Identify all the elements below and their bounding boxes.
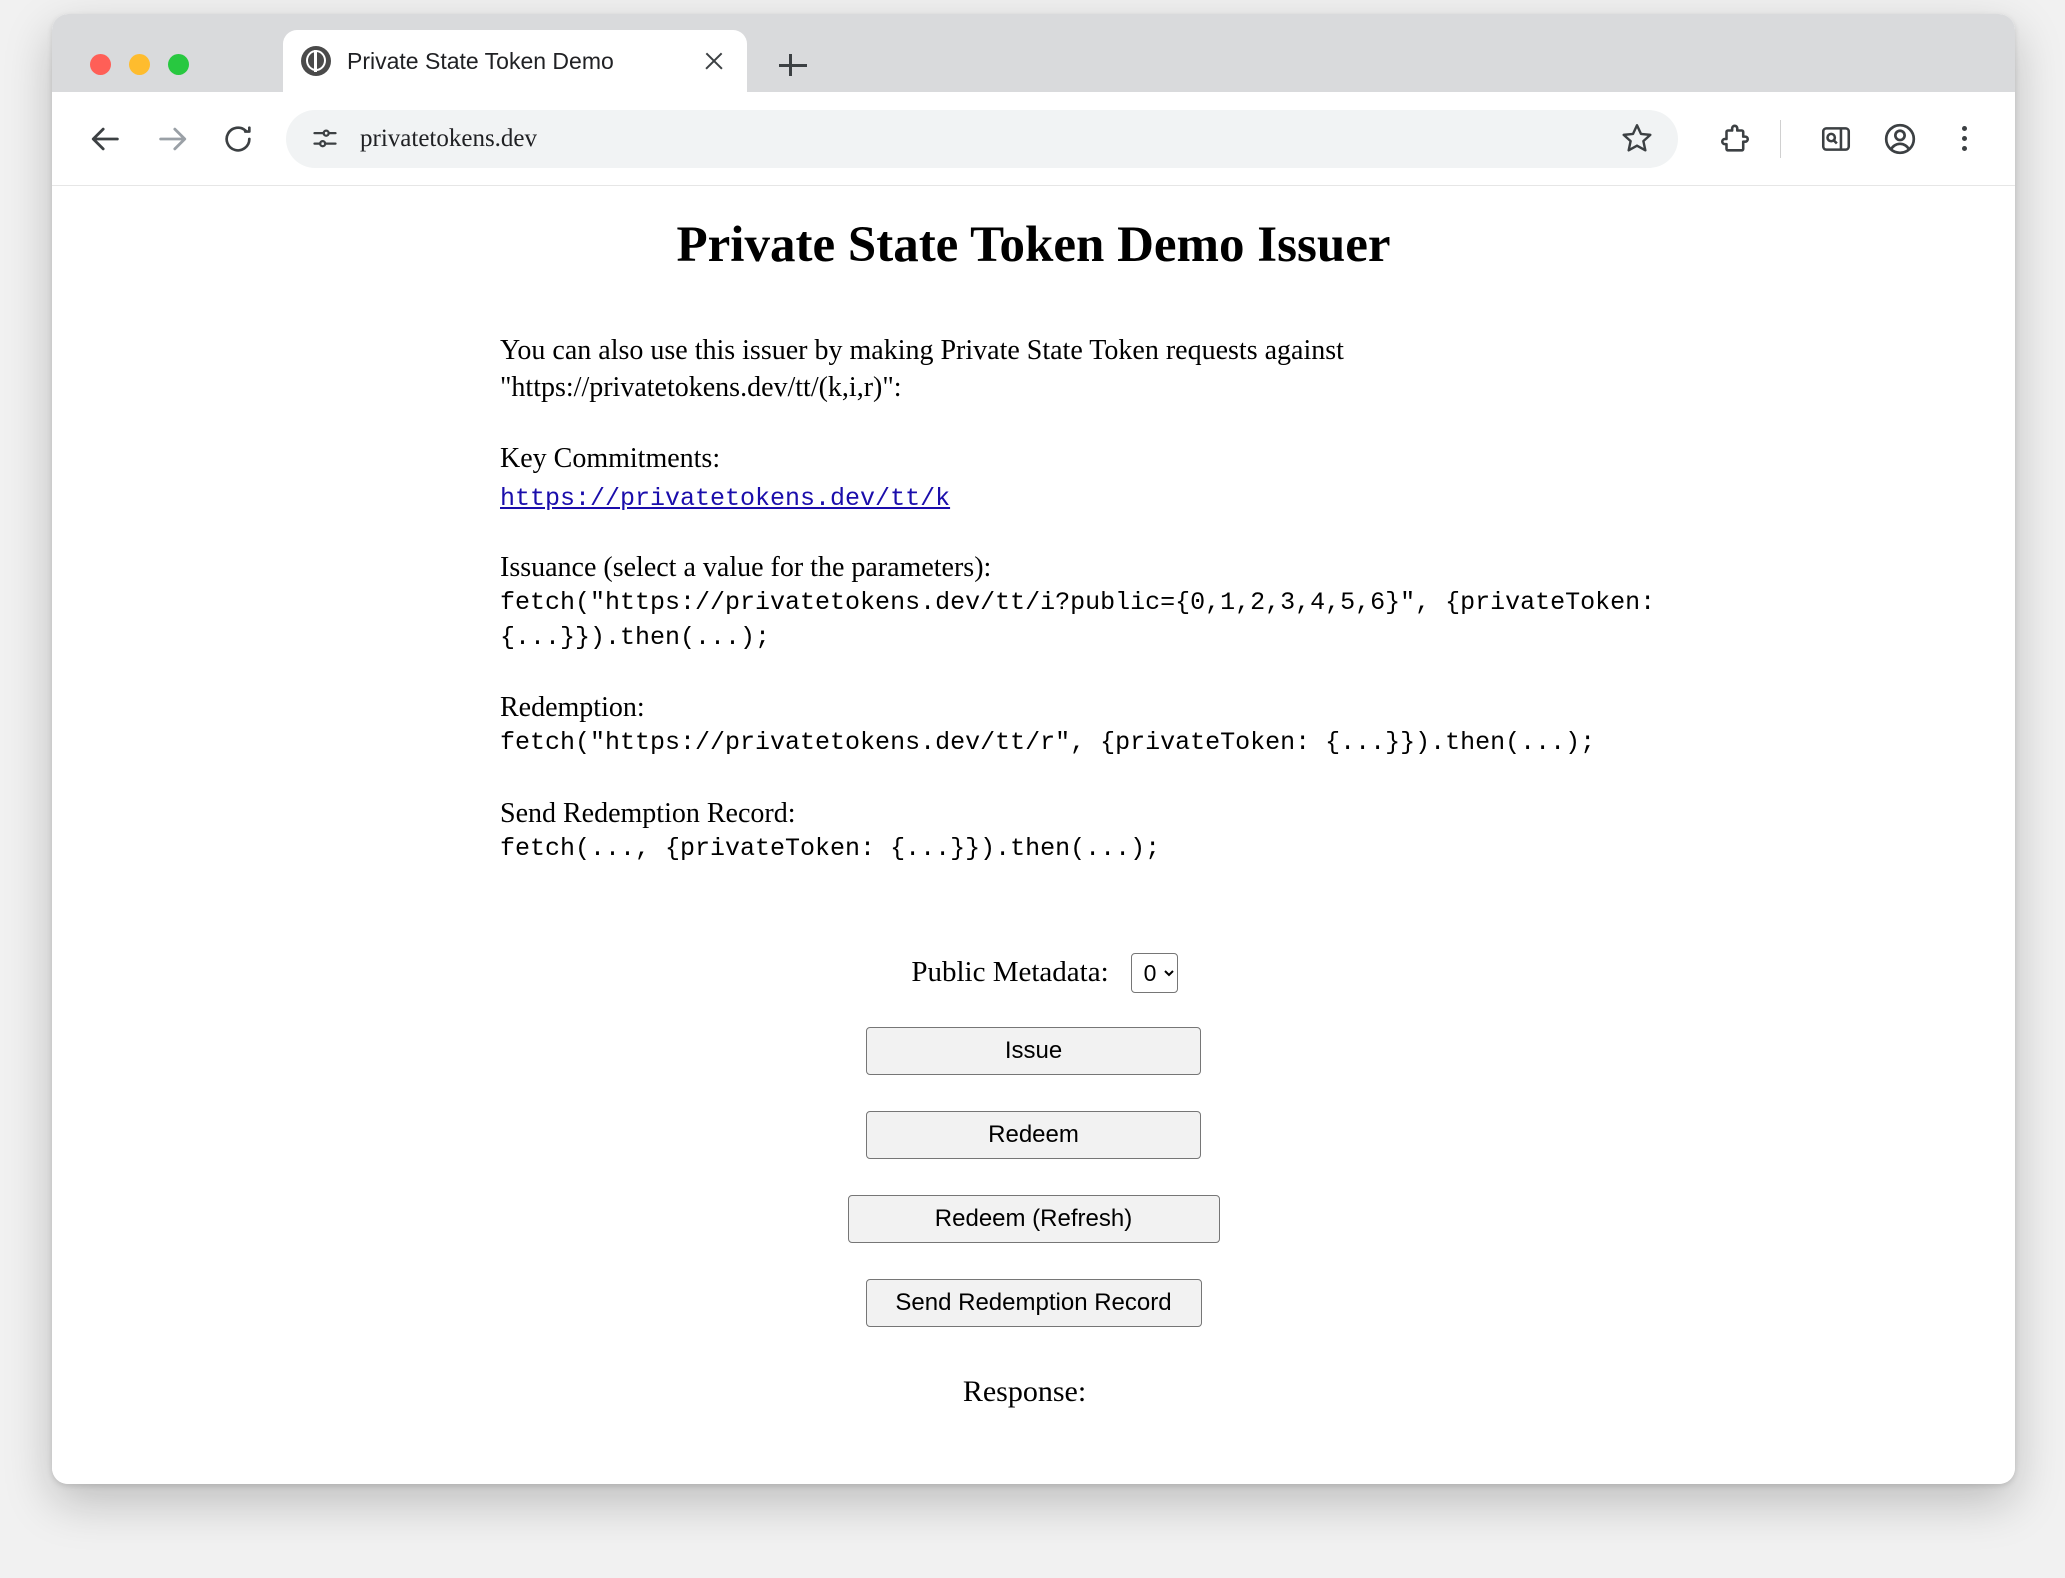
page-title: Private State Token Demo Issuer — [676, 217, 1391, 273]
new-tab-button[interactable] — [776, 48, 810, 82]
section-heading: Key Commitments: — [500, 443, 721, 475]
maximize-window-button[interactable] — [168, 54, 189, 75]
three-dot-menu-icon[interactable] — [1941, 116, 1987, 162]
section-send-redemption-record — [500, 795, 1680, 867]
send-redemption-record-code: fetch(..., {privateToken: {...}}).then(...); — [500, 834, 1161, 864]
forward-arrow-icon[interactable] — [146, 113, 198, 165]
browser-tab[interactable] — [283, 30, 747, 92]
issue-button[interactable]: Issue — [866, 1027, 1201, 1075]
section-heading: Redemption: — [500, 692, 645, 724]
redemption-code: fetch("https://privatetokens.dev/tt/r", {privateToken: {...}}).then(...); — [500, 728, 1596, 758]
section-issuance — [500, 549, 1680, 655]
section-key-commitments — [500, 440, 1680, 514]
response-label: Response: — [962, 1374, 1087, 1408]
key-commitments-link[interactable]: https://privatetokens.dev/tt/k — [500, 483, 951, 513]
close-icon[interactable] — [699, 46, 729, 76]
star-icon[interactable] — [1620, 121, 1656, 157]
account-icon[interactable] — [1877, 116, 1923, 162]
reload-icon[interactable] — [212, 113, 264, 165]
side-panel-icon[interactable] — [1813, 116, 1859, 162]
section-heading: Send Redemption Record: — [500, 797, 796, 829]
browser-window — [52, 14, 2015, 1484]
window-traffic-lights — [90, 54, 189, 75]
address-bar[interactable] — [286, 110, 1678, 168]
redeem-button[interactable]: Redeem — [866, 1111, 1201, 1159]
back-arrow-icon[interactable] — [80, 113, 132, 165]
minimize-window-button[interactable] — [129, 54, 150, 75]
public-metadata-select[interactable] — [1131, 953, 1178, 993]
section-heading: Issuance (select a value for the parameters): — [500, 551, 992, 583]
globe-icon — [301, 46, 331, 76]
page-body — [500, 332, 1680, 867]
url-text[interactable]: privatetokens.dev — [360, 124, 538, 152]
intro-paragraph: You can also use this issuer by making Private State Token requests against "https://privatetokens.dev/tt/(k,i,r)": — [500, 335, 1344, 404]
public-metadata-row — [911, 953, 1177, 993]
browser-toolbar — [52, 92, 2015, 186]
controls-panel — [52, 953, 2015, 1409]
puzzle-icon[interactable] — [1712, 116, 1758, 162]
public-metadata-label: Public Metadata: — [911, 956, 1109, 989]
page-content — [52, 186, 2015, 1484]
close-window-button[interactable] — [90, 54, 111, 75]
tab-strip — [52, 14, 2015, 92]
tab-title: Private State Token Demo — [347, 47, 614, 74]
toolbar-divider — [1780, 120, 1781, 158]
redeem-refresh-button[interactable]: Redeem (Refresh) — [848, 1195, 1220, 1243]
issuance-code: fetch("https://privatetokens.dev/tt/i?public={0,1,2,3,4,5,6}", {privateToken: {...}}).then(...); — [500, 588, 1671, 652]
send-redemption-record-button[interactable]: Send Redemption Record — [866, 1279, 1202, 1327]
section-redemption — [500, 689, 1680, 761]
site-settings-icon[interactable] — [308, 122, 342, 156]
